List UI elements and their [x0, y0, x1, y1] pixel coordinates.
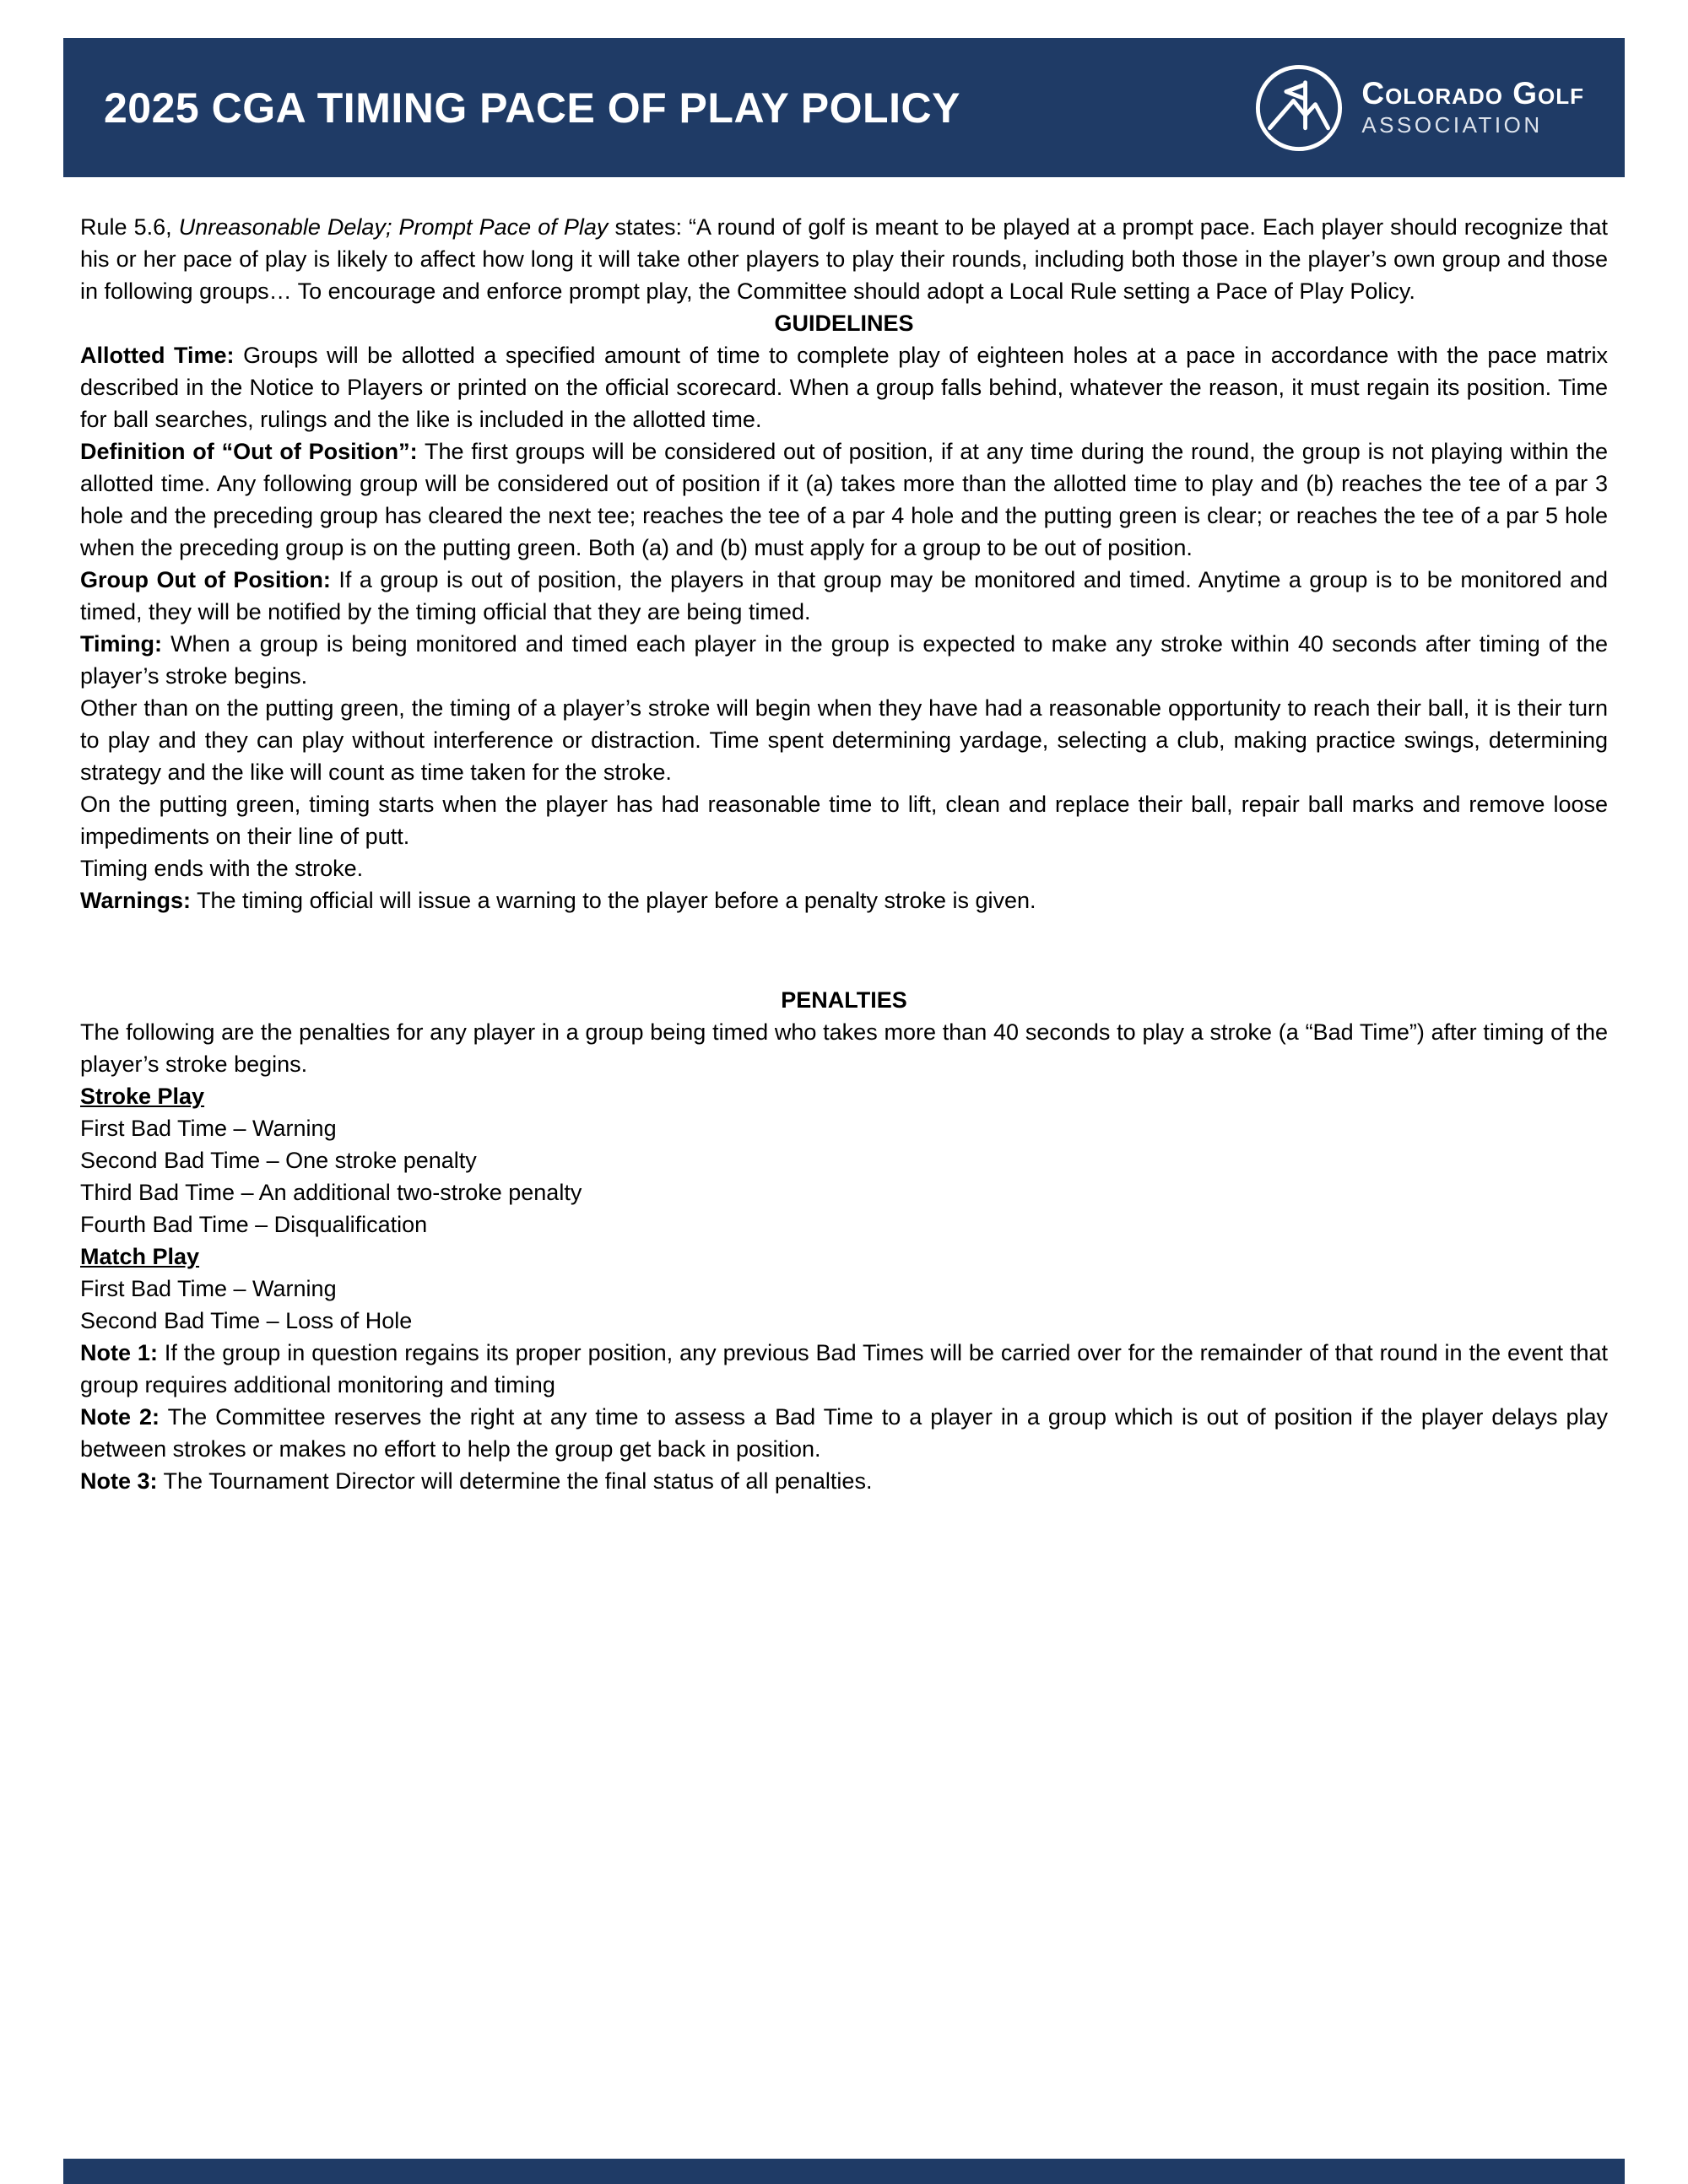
- document-body: [80, 177, 1608, 1497]
- putting-green-paragraph: On the putting green, timing starts when the player has had reasonable time to lift, clean and replace their ball, repair ball marks and remove loose impediments on their line of putt.: [80, 792, 1608, 849]
- cga-logo: [1253, 62, 1584, 154]
- logo-name: Colorado Golf: [1361, 76, 1584, 111]
- note-1-paragraph: [80, 1337, 1608, 1401]
- match-play-item: Second Bad Time – Loss of Hole: [80, 1308, 413, 1333]
- footer-bar: [63, 2159, 1625, 2184]
- guidelines-heading: GUIDELINES: [774, 311, 914, 336]
- match-play-heading: Match Play: [80, 1244, 200, 1269]
- note-2-paragraph: [80, 1401, 1608, 1465]
- allotted-time-paragraph: [80, 339, 1608, 435]
- intro-lead: Rule 5.6,: [80, 214, 172, 240]
- out-of-position-label: Definition of “Out of Position”:: [80, 439, 418, 464]
- out-of-position-text: The first groups will be considered out of position, if at any time during the round, the group is not playing within the allotted time. Any following group will be considered out of position if it (a) takes more than the allotted time to play and (b) reaches the tee of a par 3 hole and the preceding group has cleared the next tee; reaches the tee of a par 4 hole and the putting green is clear; or reaches the tee of a par 5 hole when the preceding group is on the putting green. Both (a) and (b) must apply for a group to be out of position.: [80, 439, 1608, 560]
- allotted-time-label: Allotted Time:: [80, 343, 235, 368]
- logo-text: [1361, 78, 1584, 137]
- note-2-label: Note 2:: [80, 1404, 160, 1430]
- group-out-of-position-label: Group Out of Position:: [80, 567, 331, 592]
- out-of-position-paragraph: [80, 435, 1608, 564]
- timing-ends-paragraph: Timing ends with the stroke.: [80, 856, 364, 881]
- stroke-play-item: Second Bad Time – One stroke penalty: [80, 1148, 477, 1173]
- stroke-play-item: Third Bad Time – An additional two-stroke penalty: [80, 1180, 582, 1205]
- stroke-play-item: First Bad Time – Warning: [80, 1116, 337, 1141]
- match-play-item: First Bad Time – Warning: [80, 1276, 337, 1301]
- timing-text: When a group is being monitored and timed each player in the group is expected to make any stroke within 40 seconds after timing of the player’s stroke begins.: [80, 631, 1608, 689]
- note-1-label: Note 1:: [80, 1340, 158, 1365]
- stroke-play-item: Fourth Bad Time – Disqualification: [80, 1212, 428, 1237]
- intro-paragraph: [80, 211, 1608, 307]
- warnings-text: The timing official will issue a warning to the player before a penalty stroke is given.: [197, 888, 1036, 913]
- logo-subtitle: ASSOCIATION: [1361, 112, 1543, 138]
- penalties-heading: PENALTIES: [781, 987, 907, 1013]
- note-3-label: Note 3:: [80, 1468, 158, 1494]
- note-2-text: The Committee reserves the right at any time to assess a Bad Time to a player in a group which is out of position if the player delays play between strokes or makes no effort to help the group get back in position.: [80, 1404, 1608, 1462]
- header-bar: [63, 38, 1625, 177]
- group-out-of-position-paragraph: [80, 564, 1608, 628]
- note-3-paragraph: [80, 1465, 1608, 1497]
- penalties-intro-paragraph: The following are the penalties for any player in a group being timed who takes more than 40 seconds to play a stroke (a “Bad Time”) after timing of the player’s stroke begins.: [80, 1019, 1608, 1077]
- timing-paragraph: [80, 628, 1608, 692]
- note-1-text: If the group in question regains its proper position, any previous Bad Times will be carried over for the remainder of that round in the event that group requires additional monitoring and timing: [80, 1340, 1608, 1397]
- intro-rest: states: “A round of golf is meant to be played at a prompt pace. Each player should recognize that his or her pace of play is likely to affect how long it will take other players to play their rounds, including both those in the player’s own group and those in following groups… To encourage and enforce prompt play, the Committee should adopt a Local Rule setting a Pace of Play Policy.: [80, 214, 1608, 304]
- intro-rule-name: Unreasonable Delay; Prompt Pace of Play: [178, 214, 609, 240]
- warnings-label: Warnings:: [80, 888, 191, 913]
- note-3-text: The Tournament Director will determine the final status of all penalties.: [163, 1468, 873, 1494]
- stroke-play-heading: Stroke Play: [80, 1084, 205, 1109]
- timing-label: Timing:: [80, 631, 162, 657]
- timing-start-paragraph: Other than on the putting green, the timing of a player’s stroke will begin when they have had a reasonable opportunity to reach their ball, it is their turn to play and they can play without interference or distraction. Time spent determining yardage, selecting a club, making practice swings, determining strategy and the like will count as time taken for the stroke.: [80, 695, 1608, 785]
- page-title: 2025 CGA TIMING PACE OF PLAY POLICY: [104, 84, 960, 132]
- cga-mountain-circle-icon: [1253, 62, 1344, 154]
- allotted-time-text: Groups will be allotted a specified amount of time to complete play of eighteen holes at a pace in accordance with the pace matrix described in the Notice to Players or printed on the official scorecard. When a group falls behind, whatever the reason, it must regain its position. Time for ball searches, rulings and the like is included in the allotted time.: [80, 343, 1608, 432]
- warnings-paragraph: [80, 884, 1608, 916]
- group-out-of-position-text: If a group is out of position, the players in that group may be monitored and timed. Anytime a group is to be monitored and timed, they will be notified by the timing official that they are being timed.: [80, 567, 1608, 624]
